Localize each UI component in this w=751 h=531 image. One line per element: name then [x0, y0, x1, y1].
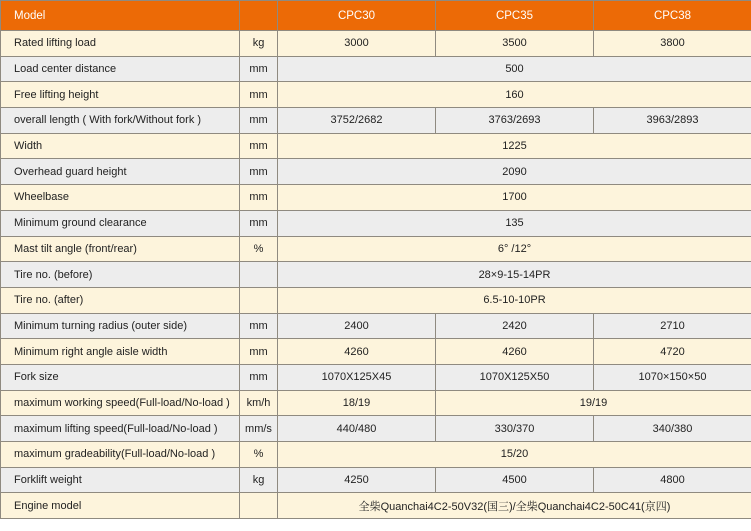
table-row	[1, 185, 751, 211]
row-param-label: Mast tilt angle (front/rear)	[1, 236, 240, 262]
row-param-label: Tire no. (after)	[1, 287, 240, 313]
row-unit: km/h	[240, 390, 278, 416]
header-model-cpc30: CPC30	[278, 1, 436, 31]
row-param-label: Minimum turning radius (outer side)	[1, 313, 240, 339]
row-value: 3800	[594, 31, 751, 57]
table-row	[1, 210, 751, 236]
table-row	[1, 416, 751, 442]
row-value: 1700	[278, 185, 751, 211]
table-row	[1, 133, 751, 159]
row-unit	[240, 262, 278, 288]
row-unit: kg	[240, 467, 278, 493]
row-unit: mm/s	[240, 416, 278, 442]
row-param-label: Free lifting height	[1, 82, 240, 108]
row-value: 4500	[436, 467, 594, 493]
row-value: 3963/2893	[594, 108, 751, 134]
header-model-cpc38: CPC38	[594, 1, 751, 31]
row-value: 19/19	[436, 390, 751, 416]
header-model-cpc35: CPC35	[436, 1, 594, 31]
row-value: 全柴Quanchai4C2-50V32(国三)/全柴Quanchai4C2-50C41(京四)	[278, 493, 751, 519]
row-param-label: overall length ( With fork/Without fork )	[1, 108, 240, 134]
row-param-label: Fork size	[1, 364, 240, 390]
table-row	[1, 82, 751, 108]
row-value: 1070X125X50	[436, 364, 594, 390]
row-value: 330/370	[436, 416, 594, 442]
table-row	[1, 31, 751, 57]
table-row	[1, 313, 751, 339]
row-value: 2420	[436, 313, 594, 339]
row-value: 6.5-10-10PR	[278, 287, 751, 313]
row-value: 18/19	[278, 390, 436, 416]
table-row	[1, 390, 751, 416]
row-unit: mm	[240, 159, 278, 185]
table-row	[1, 236, 751, 262]
row-unit: mm	[240, 56, 278, 82]
row-unit: mm	[240, 364, 278, 390]
header-unit-label	[240, 1, 278, 31]
header-param-label: Model	[1, 1, 240, 31]
row-unit: mm	[240, 185, 278, 211]
row-unit: mm	[240, 313, 278, 339]
row-value: 2400	[278, 313, 436, 339]
row-value: 6° /12°	[278, 236, 751, 262]
row-value: 4720	[594, 339, 751, 365]
table-row	[1, 108, 751, 134]
row-value: 3763/2693	[436, 108, 594, 134]
row-param-label: Load center distance	[1, 56, 240, 82]
table-row	[1, 339, 751, 365]
table-row	[1, 159, 751, 185]
row-unit	[240, 287, 278, 313]
row-value: 4800	[594, 467, 751, 493]
row-value: 500	[278, 56, 751, 82]
row-unit: %	[240, 236, 278, 262]
table-row	[1, 56, 751, 82]
row-param-label: Minimum ground clearance	[1, 210, 240, 236]
row-unit: kg	[240, 31, 278, 57]
table-row	[1, 262, 751, 288]
row-unit	[240, 493, 278, 519]
row-unit: mm	[240, 210, 278, 236]
spec-table-body	[1, 31, 751, 519]
row-unit: mm	[240, 108, 278, 134]
row-value: 2710	[594, 313, 751, 339]
row-param-label: Minimum right angle aisle width	[1, 339, 240, 365]
row-value: 3000	[278, 31, 436, 57]
row-value: 15/20	[278, 442, 751, 468]
header-row	[1, 1, 751, 31]
row-unit: mm	[240, 82, 278, 108]
row-param-label: Overhead guard height	[1, 159, 240, 185]
row-param-label: Engine model	[1, 493, 240, 519]
row-value: 28×9-15-14PR	[278, 262, 751, 288]
row-unit: mm	[240, 339, 278, 365]
row-value: 4260	[278, 339, 436, 365]
row-param-label: Tire no. (before)	[1, 262, 240, 288]
row-param-label: Rated lifting load	[1, 31, 240, 57]
row-value: 4260	[436, 339, 594, 365]
row-value: 1070X125X45	[278, 364, 436, 390]
table-row	[1, 364, 751, 390]
table-row	[1, 287, 751, 313]
row-param-label: maximum working speed(Full-load/No-load )	[1, 390, 240, 416]
row-value: 2090	[278, 159, 751, 185]
row-value: 3752/2682	[278, 108, 436, 134]
table-row	[1, 467, 751, 493]
row-value: 1225	[278, 133, 751, 159]
table-row	[1, 442, 751, 468]
row-param-label: maximum lifting speed(Full-load/No-load )	[1, 416, 240, 442]
row-param-label: Forklift weight	[1, 467, 240, 493]
row-value: 340/380	[594, 416, 751, 442]
row-value: 440/480	[278, 416, 436, 442]
row-unit: %	[240, 442, 278, 468]
row-param-label: Width	[1, 133, 240, 159]
row-param-label: Wheelbase	[1, 185, 240, 211]
row-value: 135	[278, 210, 751, 236]
row-value: 3500	[436, 31, 594, 57]
row-value: 160	[278, 82, 751, 108]
row-value: 4250	[278, 467, 436, 493]
row-param-label: maximum gradeability(Full-load/No-load )	[1, 442, 240, 468]
table-row	[1, 493, 751, 519]
row-value: 1070×150×50	[594, 364, 751, 390]
row-unit: mm	[240, 133, 278, 159]
